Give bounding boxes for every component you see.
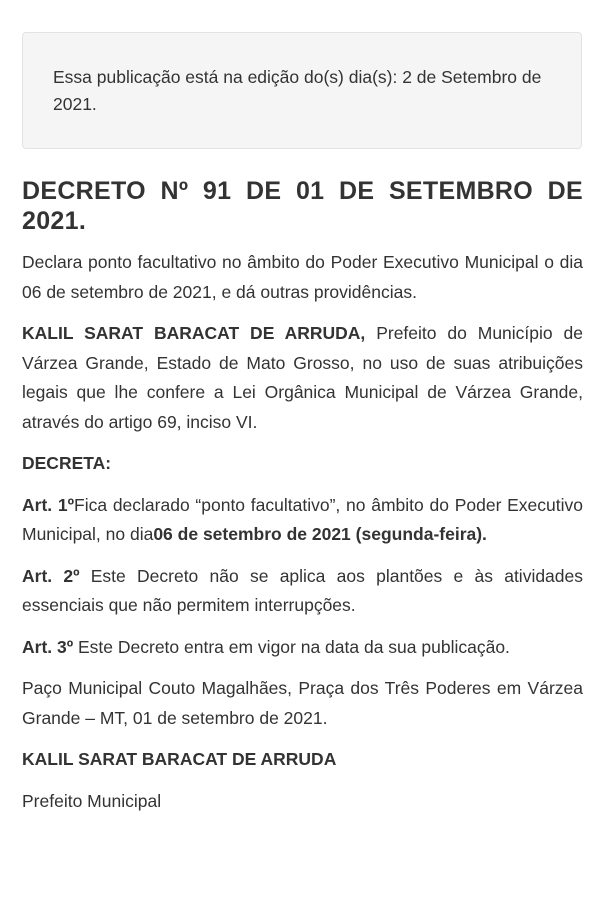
signer-role: Prefeito Municipal [22,790,162,811]
preamble-mayor-name: KALIL SARAT BARACAT DE ARRUDA, [22,323,366,343]
article-1-date: 06 de setembro de 2021 (segunda-feira). [153,524,487,544]
decree-content [22,176,583,828]
article-1-label: Art. 1º [22,494,75,515]
preamble-text: Prefeito do Município de Várzea Grande, Estado de Mato Grosso, no uso de suas atribuições legais que lhe confere a Lei Orgânica Municipal de Várzea Grande, através do artigo 69, inciso VI. [22,323,583,432]
edition-notice-text: Essa publicação está na edição do(s) dia(s): 2 de Setembro de 2021. [53,67,542,114]
place-and-date: Paço Municipal Couto Magalhães, Praça dos Três Poderes em Várzea Grande – MT, 01 de setembro de 2021. [22,678,583,728]
article-2-label: Art. 2º [22,565,80,586]
article-3-text: Este Decreto entra em vigor na data da sua publicação. [73,636,510,657]
article-3 [22,633,583,663]
decreta-heading: DECRETA: [22,453,112,473]
decree-title: DECRETO Nº 91 DE 01 DE SETEMBRO DE 2021. [22,177,583,235]
decree-preamble [22,319,583,437]
article-2 [22,562,583,621]
edition-notice [22,32,582,149]
article-1 [22,491,583,550]
article-1-text: Fica declarado “ponto facultativo”, no âmbito do Poder Executivo Municipal, no dia [22,494,584,544]
article-3-label: Art. 3º [22,636,74,657]
signer-name: KALIL SARAT BARACAT DE ARRUDA [22,749,337,769]
decree-summary: Declara ponto facultativo no âmbito do Poder Executivo Municipal o dia 06 de setembro de 2021, e dá outras providências. [22,252,583,302]
article-2-text: Este Decreto não se aplica aos plantões e às atividades essenciais que não permitem interrupções. [22,565,584,615]
